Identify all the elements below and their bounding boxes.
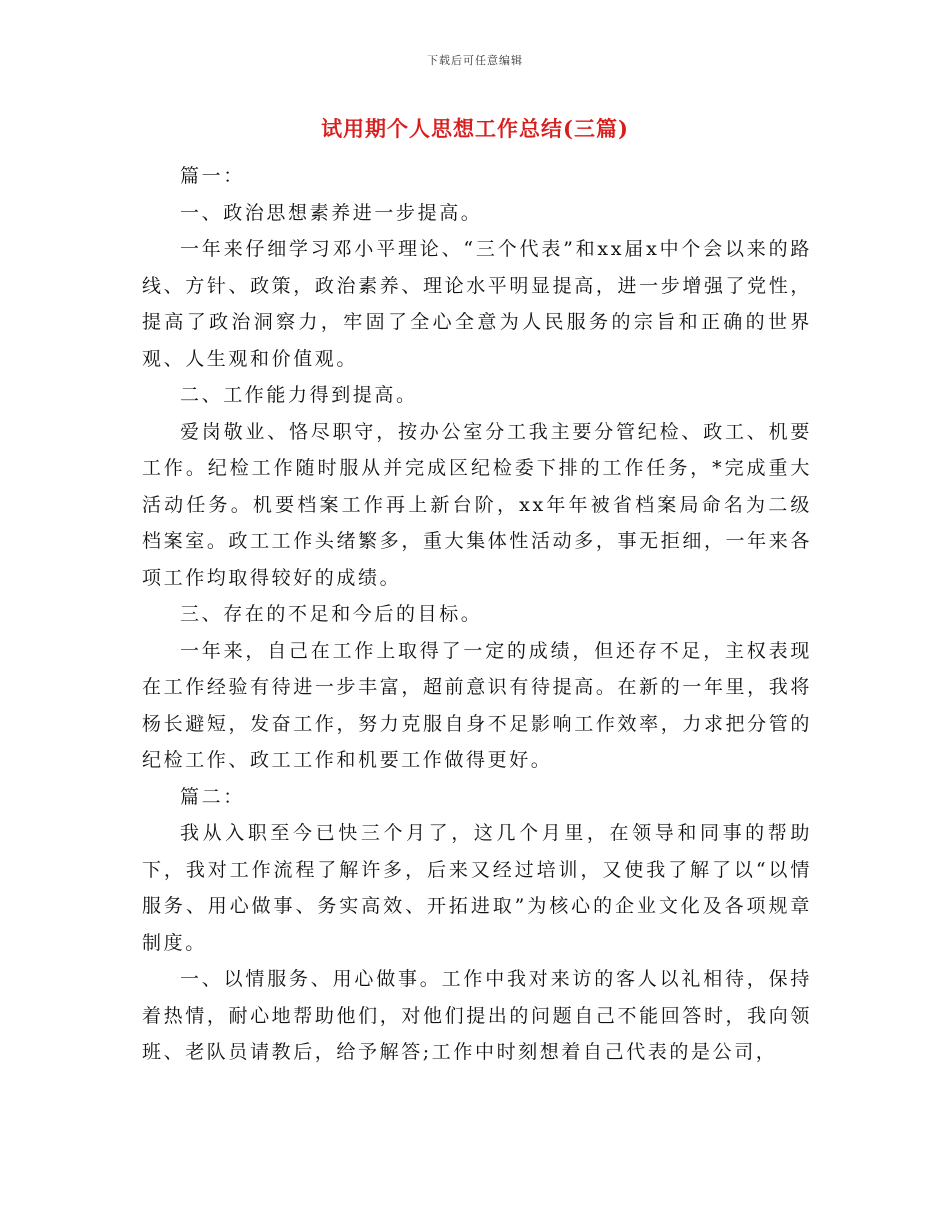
paragraph-onboarding: 我从入职至今已快三个月了，这几个月里，在领导和同事的帮助下，我对工作流程了解许多，后来又经过培训，又使我了解了以“以情服务、用心做事、务实高效、开拓进取”为核心的企业文化及各项规章制度。	[142, 822, 812, 954]
subheading-work-ability: 二、工作能力得到提高。	[180, 384, 418, 406]
page-header-note: 下载后可任意编辑	[427, 54, 523, 67]
subheading-shortcomings-goals: 三、存在的不足和今后的目标。	[180, 603, 483, 625]
paragraph-shortcomings-goals: 一年来，自己在工作上取得了一定的成绩，但还存不足，主权表现在工作经验有待进一步丰富，超前意识有待提高。在新的一年里，我将杨长避短，发奋工作，努力克服自身不足影响工作效率，力求把分管的纪检工作、政工工作和机要工作做得更好。	[142, 639, 812, 771]
paragraph-service-attitude: 一、以情服务、用心做事。工作中我对来访的客人以礼相待，保持着热情，耐心地帮助他们，对他们提出的问题自己不能回答时，我向领班、老队员请教后，给予解答;工作中时刻想着自己代表的是公司，	[142, 968, 812, 1063]
paragraph-work-ability: 爱岗敬业、恪尽职守，按办公室分工我主要分管纪检、政工、机要工作。纪检工作随时服从并完成区纪检委下排的工作任务，*完成重大活动任务。机要档案工作再上新台阶，xx年年被省档案局命名为二级档案室。政工工作头绪繁多，重大集体性活动多，事无拒细，一年来各项工作均取得较好的成绩。	[142, 420, 812, 589]
paragraph-political-study: 一年来仔细学习邓小平理论、“三个代表”和xx届x中个会以来的路线、方针、政策，政治素养、理论水平明显提高，进一步增强了党性，提高了政治洞察力，牢固了全心全意为人民服务的宗旨和正确的世界观、人生观和价值观。	[142, 238, 812, 370]
document-title: 试用期个人思想工作总结(三篇)	[321, 116, 629, 141]
section-heading-part-one: 篇一：	[180, 165, 245, 187]
document-body	[142, 158, 812, 1071]
section-heading-part-two: 篇二：	[180, 785, 245, 808]
subheading-political-quality: 一、政治思想素养进一步提高。	[180, 201, 483, 224]
